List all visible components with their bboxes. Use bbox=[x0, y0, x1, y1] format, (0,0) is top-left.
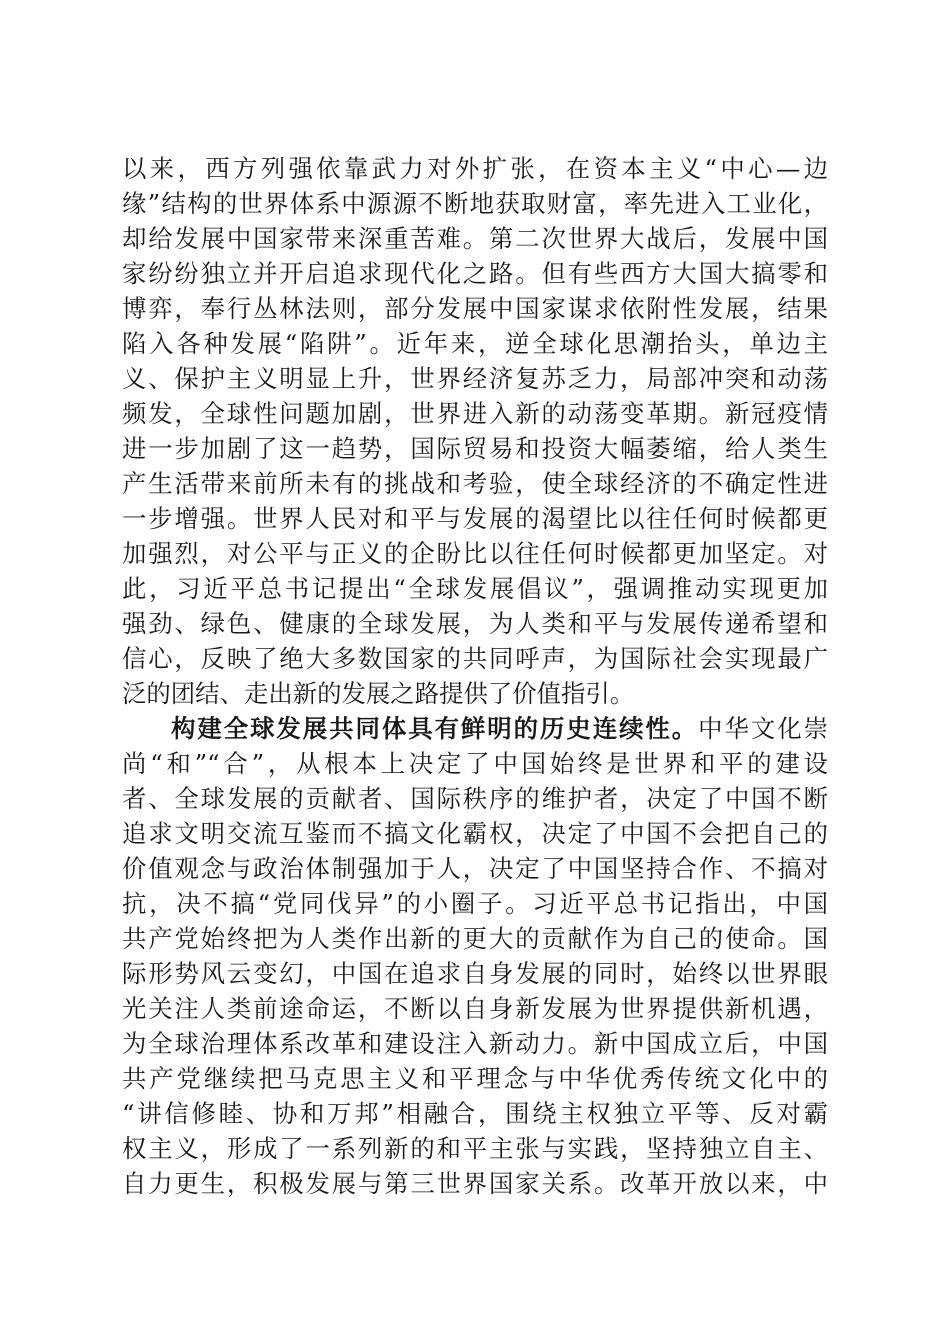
paragraph-2 bbox=[122, 711, 828, 1201]
text-line: 权主义，形成了一系列新的和平主张与实践，坚持独立自主、 bbox=[122, 1134, 828, 1163]
text-line: “讲信修睦、协和万邦”相融合，围绕主权独立平等、反对霸 bbox=[122, 1099, 828, 1128]
text-line: 自力更生，积极发展与第三世界国家关系。改革开放以来，中 bbox=[122, 1169, 828, 1198]
text-line: 博弈，奉行丛林法则，部分发展中国家谋求依附性发展，结果 bbox=[122, 294, 828, 323]
text-line: 为全球治理体系改革和建设注入新动力。新中国成立后，中国 bbox=[122, 1029, 828, 1058]
text-line: 却给发展中国家带来深重苦难。第二次世界大战后，发展中国 bbox=[122, 224, 828, 253]
text-line: 频发，全球性问题加剧，世界进入新的动荡变革期。新冠疫情 bbox=[122, 399, 828, 428]
text-line: 义、保护主义明显上升，世界经济复苏乏力，局部冲突和动荡 bbox=[122, 364, 828, 393]
text-line: 加强烈，对公平与正义的企盼比以往任何时候都更加坚定。对 bbox=[122, 539, 828, 568]
text-line: 产生活带来前所未有的挑战和考验，使全球经济的不确定性进 bbox=[122, 469, 828, 498]
text-line bbox=[122, 711, 828, 746]
paragraph-1 bbox=[122, 151, 828, 711]
text-line: 此，习近平总书记提出“全球发展倡议”，强调推动实现更加 bbox=[122, 574, 828, 603]
text-line: 一步增强。世界人民对和平与发展的渴望比以往任何时候都更 bbox=[122, 504, 828, 533]
text-line: 信心，反映了绝大多数国家的共同呼声，为国际社会实现最广 bbox=[122, 644, 828, 673]
text-line: 强劲、绿色、健康的全球发展，为人类和平与发展传递希望和 bbox=[122, 609, 828, 638]
text-line: 价值观念与政治体制强加于人，决定了中国坚持合作、不搞对 bbox=[122, 854, 828, 883]
text-line: 进一步加剧了这一趋势，国际贸易和投资大幅萎缩，给人类生 bbox=[122, 434, 828, 463]
text-line: 共产党始终把为人类作出新的更大的贡献作为自己的使命。国 bbox=[122, 924, 828, 953]
text-line: 泛的团结、走出新的发展之路提供了价值指引。 bbox=[122, 679, 635, 708]
text-line: 共产党继续把马克思主义和平理念与中华优秀传统文化中的 bbox=[122, 1064, 828, 1093]
text-line: 追求文明交流互鉴而不搞文化霸权，决定了中国不会把自己的 bbox=[122, 819, 828, 848]
text-line: 光关注人类前途命运，不断以自身新发展为世界提供新机遇， bbox=[122, 994, 828, 1023]
text-line: 缘”结构的世界体系中源源不断地获取财富，率先进入工业化， bbox=[122, 189, 828, 218]
text-line: 陷入各种发展“陷阱”。近年来，逆全球化思潮抬头，单边主 bbox=[122, 329, 828, 358]
section-heading-bold: 构建全球发展共同体具有鲜明的历史连续性。 bbox=[171, 714, 699, 743]
document-page bbox=[122, 151, 828, 1201]
text-line: 家纷纷独立并开启追求现代化之路。但有些西方大国大搞零和 bbox=[122, 259, 828, 288]
text-line: 尚“和”“合”，从根本上决定了中国始终是世界和平的建设 bbox=[122, 749, 828, 778]
text-line: 者、全球发展的贡献者、国际秩序的维护者，决定了中国不断 bbox=[122, 784, 828, 813]
text-line: 抗，决不搞“党同伐异”的小圈子。习近平总书记指出，中国 bbox=[122, 889, 828, 918]
text-run: 中华文化崇 bbox=[698, 714, 828, 743]
text-line: 际形势风云变幻，中国在追求自身发展的同时，始终以世界眼 bbox=[122, 959, 828, 988]
text-line: 以来，西方列强依靠武力对外扩张，在资本主义“中心—边 bbox=[122, 154, 828, 183]
